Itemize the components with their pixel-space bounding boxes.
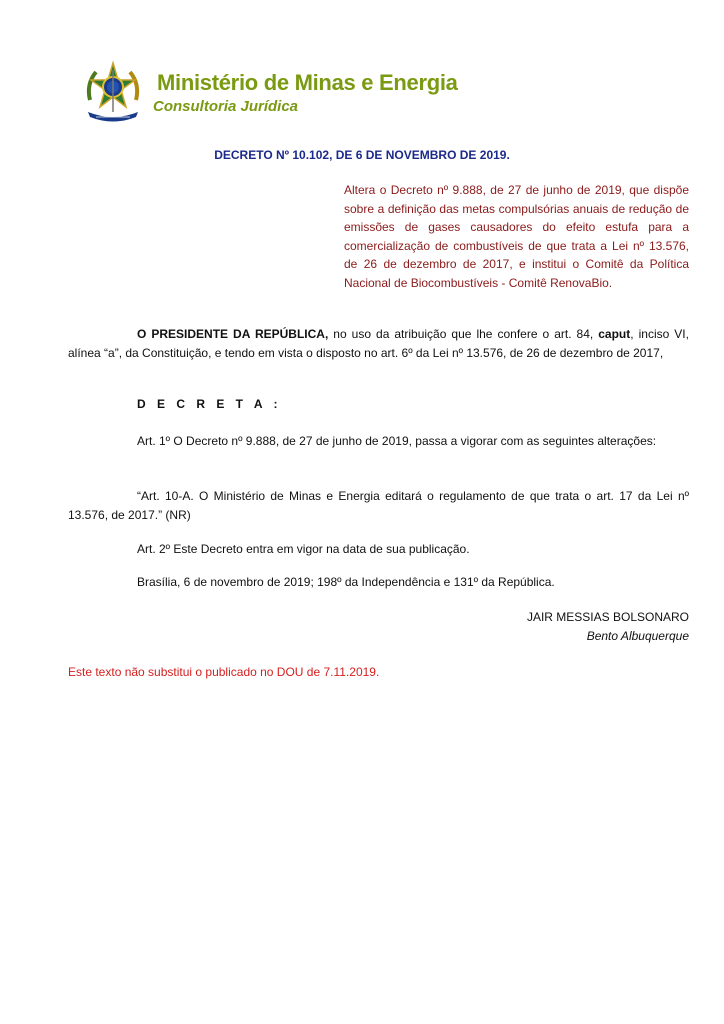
article-1: Art. 1º O Decreto nº 9.888, de 27 de junho de 2019, passa a vigorar com as seguintes alterações: bbox=[137, 434, 657, 448]
preamble-caput: caput bbox=[598, 327, 631, 341]
decree-summary: Altera o Decreto nº 9.888, de 27 de junho de 2019, que dispõe sobre a definição das metas compulsórias anuais de redução de emissões de gases causadores do efeito estufa para a comercialização de combustíveis de que trata a Lei nº 13.576, de 26 de dezembro de 2017, e institui o Comitê da Política Nacional de Biocombustíveis - Comitê RenovaBio. bbox=[344, 183, 689, 290]
article-1-quote: “Art. 10-A. O Ministério de Minas e Energia editará o regulamento de que trata o art. 17 da Lei nº 13.576, de 2017.” (NR) bbox=[68, 489, 689, 522]
preamble-lead: O PRESIDENTE DA REPÚBLICA, bbox=[137, 327, 329, 341]
article-2: Art. 2º Este Decreto entra em vigor na data de sua publicação. bbox=[137, 542, 470, 556]
preamble-text-2: , inciso VI, alínea “a”, da Constituição, e tendo em vista o disposto no art. 6º da Lei nº 13.576, de 26 de dezembro de 2017, bbox=[68, 327, 689, 360]
office-name: Consultoria Jurídica bbox=[153, 98, 299, 115]
president-signature: JAIR MESSIAS BOLSONARO bbox=[526, 610, 689, 624]
place-and-date: Brasília, 6 de novembro de 2019; 198º da Independência e 131º da República. bbox=[137, 575, 555, 589]
decreta-heading: D E C R E T A : bbox=[137, 397, 282, 411]
publication-disclaimer: Este texto não substitui o publicado no DOU de 7.11.2019. bbox=[68, 665, 380, 679]
preamble-text-1: no uso da atribuição que lhe confere o art. 84, bbox=[328, 327, 599, 341]
coat-of-arms-icon bbox=[80, 60, 146, 126]
preamble-paragraph bbox=[68, 325, 689, 362]
ministry-name: Ministério de Minas e Energia bbox=[157, 70, 458, 95]
minister-signature: Bento Albuquerque bbox=[586, 629, 689, 643]
decree-title: DECRETO Nº 10.102, DE 6 DE NOVEMBRO DE 2019. bbox=[214, 148, 510, 162]
